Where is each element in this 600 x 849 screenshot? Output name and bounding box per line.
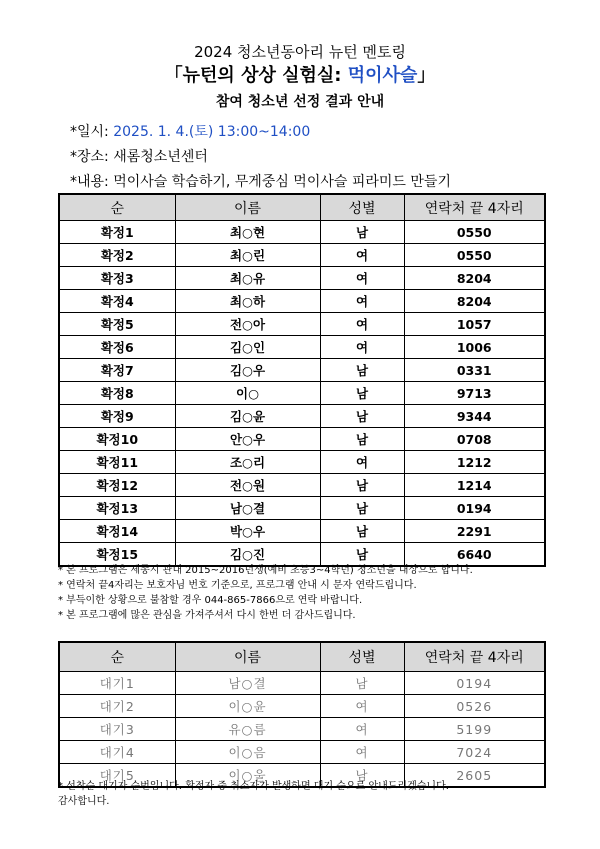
table-header-row <box>59 642 545 672</box>
cell-phone: 8204 <box>404 267 545 290</box>
table-row <box>59 244 545 267</box>
cell-phone: 1214 <box>404 474 545 497</box>
cell-order: 확정1 <box>59 221 175 244</box>
cell-name: 박○우 <box>175 520 320 543</box>
cell-gender: 남 <box>320 428 404 451</box>
cell-name: 이○ <box>175 382 320 405</box>
cell-order: 확정10 <box>59 428 175 451</box>
subtitle-prefix: 「뉴턴의 상상 실험실: <box>164 65 348 86</box>
cell-order: 확정4 <box>59 290 175 313</box>
cell-name: 이○울 <box>175 764 320 788</box>
notes-waitlist <box>58 779 449 809</box>
confirmed-table <box>58 193 546 567</box>
cell-phone: 2605 <box>404 764 545 788</box>
table-row <box>59 359 545 382</box>
cell-order: 대기5 <box>59 764 175 788</box>
table-row <box>59 474 545 497</box>
date-label: *일시: <box>70 124 114 140</box>
content-value: 먹이사슬 학습하기, 무게중심 먹이사슬 피라미드 만들기 <box>113 174 451 190</box>
table-row <box>59 497 545 520</box>
cell-phone: 1006 <box>404 336 545 359</box>
cell-gender: 남 <box>320 497 404 520</box>
cell-name: 김○우 <box>175 359 320 382</box>
cell-gender: 남 <box>320 520 404 543</box>
note-line: 감사합니다. <box>58 796 110 807</box>
cell-order: 확정6 <box>59 336 175 359</box>
cell-phone: 0526 <box>404 695 545 718</box>
cell-phone: 0550 <box>404 244 545 267</box>
col-order-header: 순 <box>59 194 175 221</box>
program-title: 2024 청소년동아리 뉴턴 멘토링 <box>194 43 406 61</box>
col-phone-header: 연락처 끝 4자리 <box>404 642 545 672</box>
table-row <box>59 405 545 428</box>
table-row <box>59 336 545 359</box>
waitlist-table <box>58 641 546 788</box>
program-subtitle <box>0 61 600 87</box>
table-row <box>59 718 545 741</box>
cell-order: 대기4 <box>59 741 175 764</box>
cell-order: 확정7 <box>59 359 175 382</box>
subtitle-accent: 먹이사슬 <box>347 65 418 86</box>
table-row <box>59 290 545 313</box>
cell-order: 확정5 <box>59 313 175 336</box>
cell-gender: 남 <box>320 764 404 788</box>
table-row <box>59 221 545 244</box>
table-row <box>59 382 545 405</box>
cell-name: 김○윤 <box>175 405 320 428</box>
cell-gender: 여 <box>320 313 404 336</box>
place-value: 새롬청소년센터 <box>113 149 208 165</box>
cell-gender: 남 <box>320 382 404 405</box>
cell-name: 김○인 <box>175 336 320 359</box>
note-line: * 부득이한 상황으로 불참할 경우 044-865-7866으로 연락 바랍니다. <box>58 595 363 606</box>
info-date <box>70 121 310 141</box>
cell-order: 확정11 <box>59 451 175 474</box>
notes-confirmed <box>58 563 473 623</box>
col-gender-header: 성별 <box>320 194 404 221</box>
cell-gender: 남 <box>320 359 404 382</box>
table-header-row <box>59 194 545 221</box>
cell-phone: 5199 <box>404 718 545 741</box>
cell-order: 대기3 <box>59 718 175 741</box>
cell-order: 대기1 <box>59 672 175 695</box>
info-content <box>70 171 451 191</box>
cell-order: 확정3 <box>59 267 175 290</box>
table-row <box>59 267 545 290</box>
cell-name: 이○윤 <box>175 695 320 718</box>
content-label: *내용: <box>70 174 114 190</box>
table-row <box>59 695 545 718</box>
table-row <box>59 313 545 336</box>
cell-phone: 6640 <box>404 543 545 567</box>
cell-phone: 9713 <box>404 382 545 405</box>
cell-phone: 0550 <box>404 221 545 244</box>
col-order-header: 순 <box>59 642 175 672</box>
cell-name: 이○음 <box>175 741 320 764</box>
subtitle-suffix: 」 <box>417 65 436 86</box>
cell-order: 확정9 <box>59 405 175 428</box>
place-label: *장소: <box>70 149 114 165</box>
note-line: * 선착순 대기자 순번입니다. 확정자 중 취소자가 발생하면 대기 순으로 안내드리겠습니다. <box>58 781 449 792</box>
note-line: * 연락처 끝4자리는 보호자님 번호 기준으로, 프로그램 안내 시 문자 연락드립니다. <box>58 580 417 591</box>
cell-phone: 8204 <box>404 290 545 313</box>
cell-name: 남○결 <box>175 672 320 695</box>
cell-phone: 1057 <box>404 313 545 336</box>
col-name-header: 이름 <box>175 642 320 672</box>
table-row <box>59 741 545 764</box>
cell-order: 확정13 <box>59 497 175 520</box>
cell-gender: 여 <box>320 741 404 764</box>
info-place <box>70 146 208 166</box>
cell-name: 최○하 <box>175 290 320 313</box>
cell-order: 확정8 <box>59 382 175 405</box>
cell-order: 확정14 <box>59 520 175 543</box>
cell-gender: 남 <box>320 221 404 244</box>
cell-gender: 여 <box>320 336 404 359</box>
cell-phone: 0194 <box>404 672 545 695</box>
cell-order: 확정12 <box>59 474 175 497</box>
cell-name: 김○진 <box>175 543 320 567</box>
cell-gender: 남 <box>320 405 404 428</box>
cell-phone: 0194 <box>404 497 545 520</box>
note-line: * 본 프로그램은 세종시 관내 2015~2016년생(예비 초등3~4학년) 청소년을 대상으로 합니다. <box>58 565 473 576</box>
cell-phone: 7024 <box>404 741 545 764</box>
table-row <box>59 520 545 543</box>
cell-name: 유○름 <box>175 718 320 741</box>
table-row <box>59 428 545 451</box>
cell-phone: 1212 <box>404 451 545 474</box>
cell-name: 남○결 <box>175 497 320 520</box>
cell-gender: 여 <box>320 244 404 267</box>
cell-name: 전○아 <box>175 313 320 336</box>
col-phone-header: 연락처 끝 4자리 <box>404 194 545 221</box>
note-line: * 본 프로그램에 많은 관심을 가져주셔서 다시 한번 더 감사드립니다. <box>58 610 356 621</box>
announcement-heading: 참여 청소년 선정 결과 안내 <box>215 94 385 110</box>
cell-order: 확정2 <box>59 244 175 267</box>
cell-phone: 9344 <box>404 405 545 428</box>
cell-name: 전○원 <box>175 474 320 497</box>
cell-phone: 0708 <box>404 428 545 451</box>
cell-gender: 여 <box>320 451 404 474</box>
col-gender-header: 성별 <box>320 642 404 672</box>
cell-phone: 0331 <box>404 359 545 382</box>
cell-order: 확정15 <box>59 543 175 567</box>
date-value: 2025. 1. 4.(토) 13:00~14:00 <box>113 124 311 140</box>
cell-gender: 여 <box>320 718 404 741</box>
cell-name: 안○우 <box>175 428 320 451</box>
cell-gender: 남 <box>320 672 404 695</box>
cell-gender: 여 <box>320 290 404 313</box>
cell-gender: 남 <box>320 474 404 497</box>
cell-order: 대기2 <box>59 695 175 718</box>
cell-gender: 여 <box>320 695 404 718</box>
table-row <box>59 451 545 474</box>
cell-phone: 2291 <box>404 520 545 543</box>
cell-gender: 여 <box>320 267 404 290</box>
cell-name: 조○리 <box>175 451 320 474</box>
cell-name: 최○현 <box>175 221 320 244</box>
cell-gender: 남 <box>320 543 404 567</box>
table-row <box>59 672 545 695</box>
col-name-header: 이름 <box>175 194 320 221</box>
cell-name: 최○유 <box>175 267 320 290</box>
cell-name: 최○린 <box>175 244 320 267</box>
